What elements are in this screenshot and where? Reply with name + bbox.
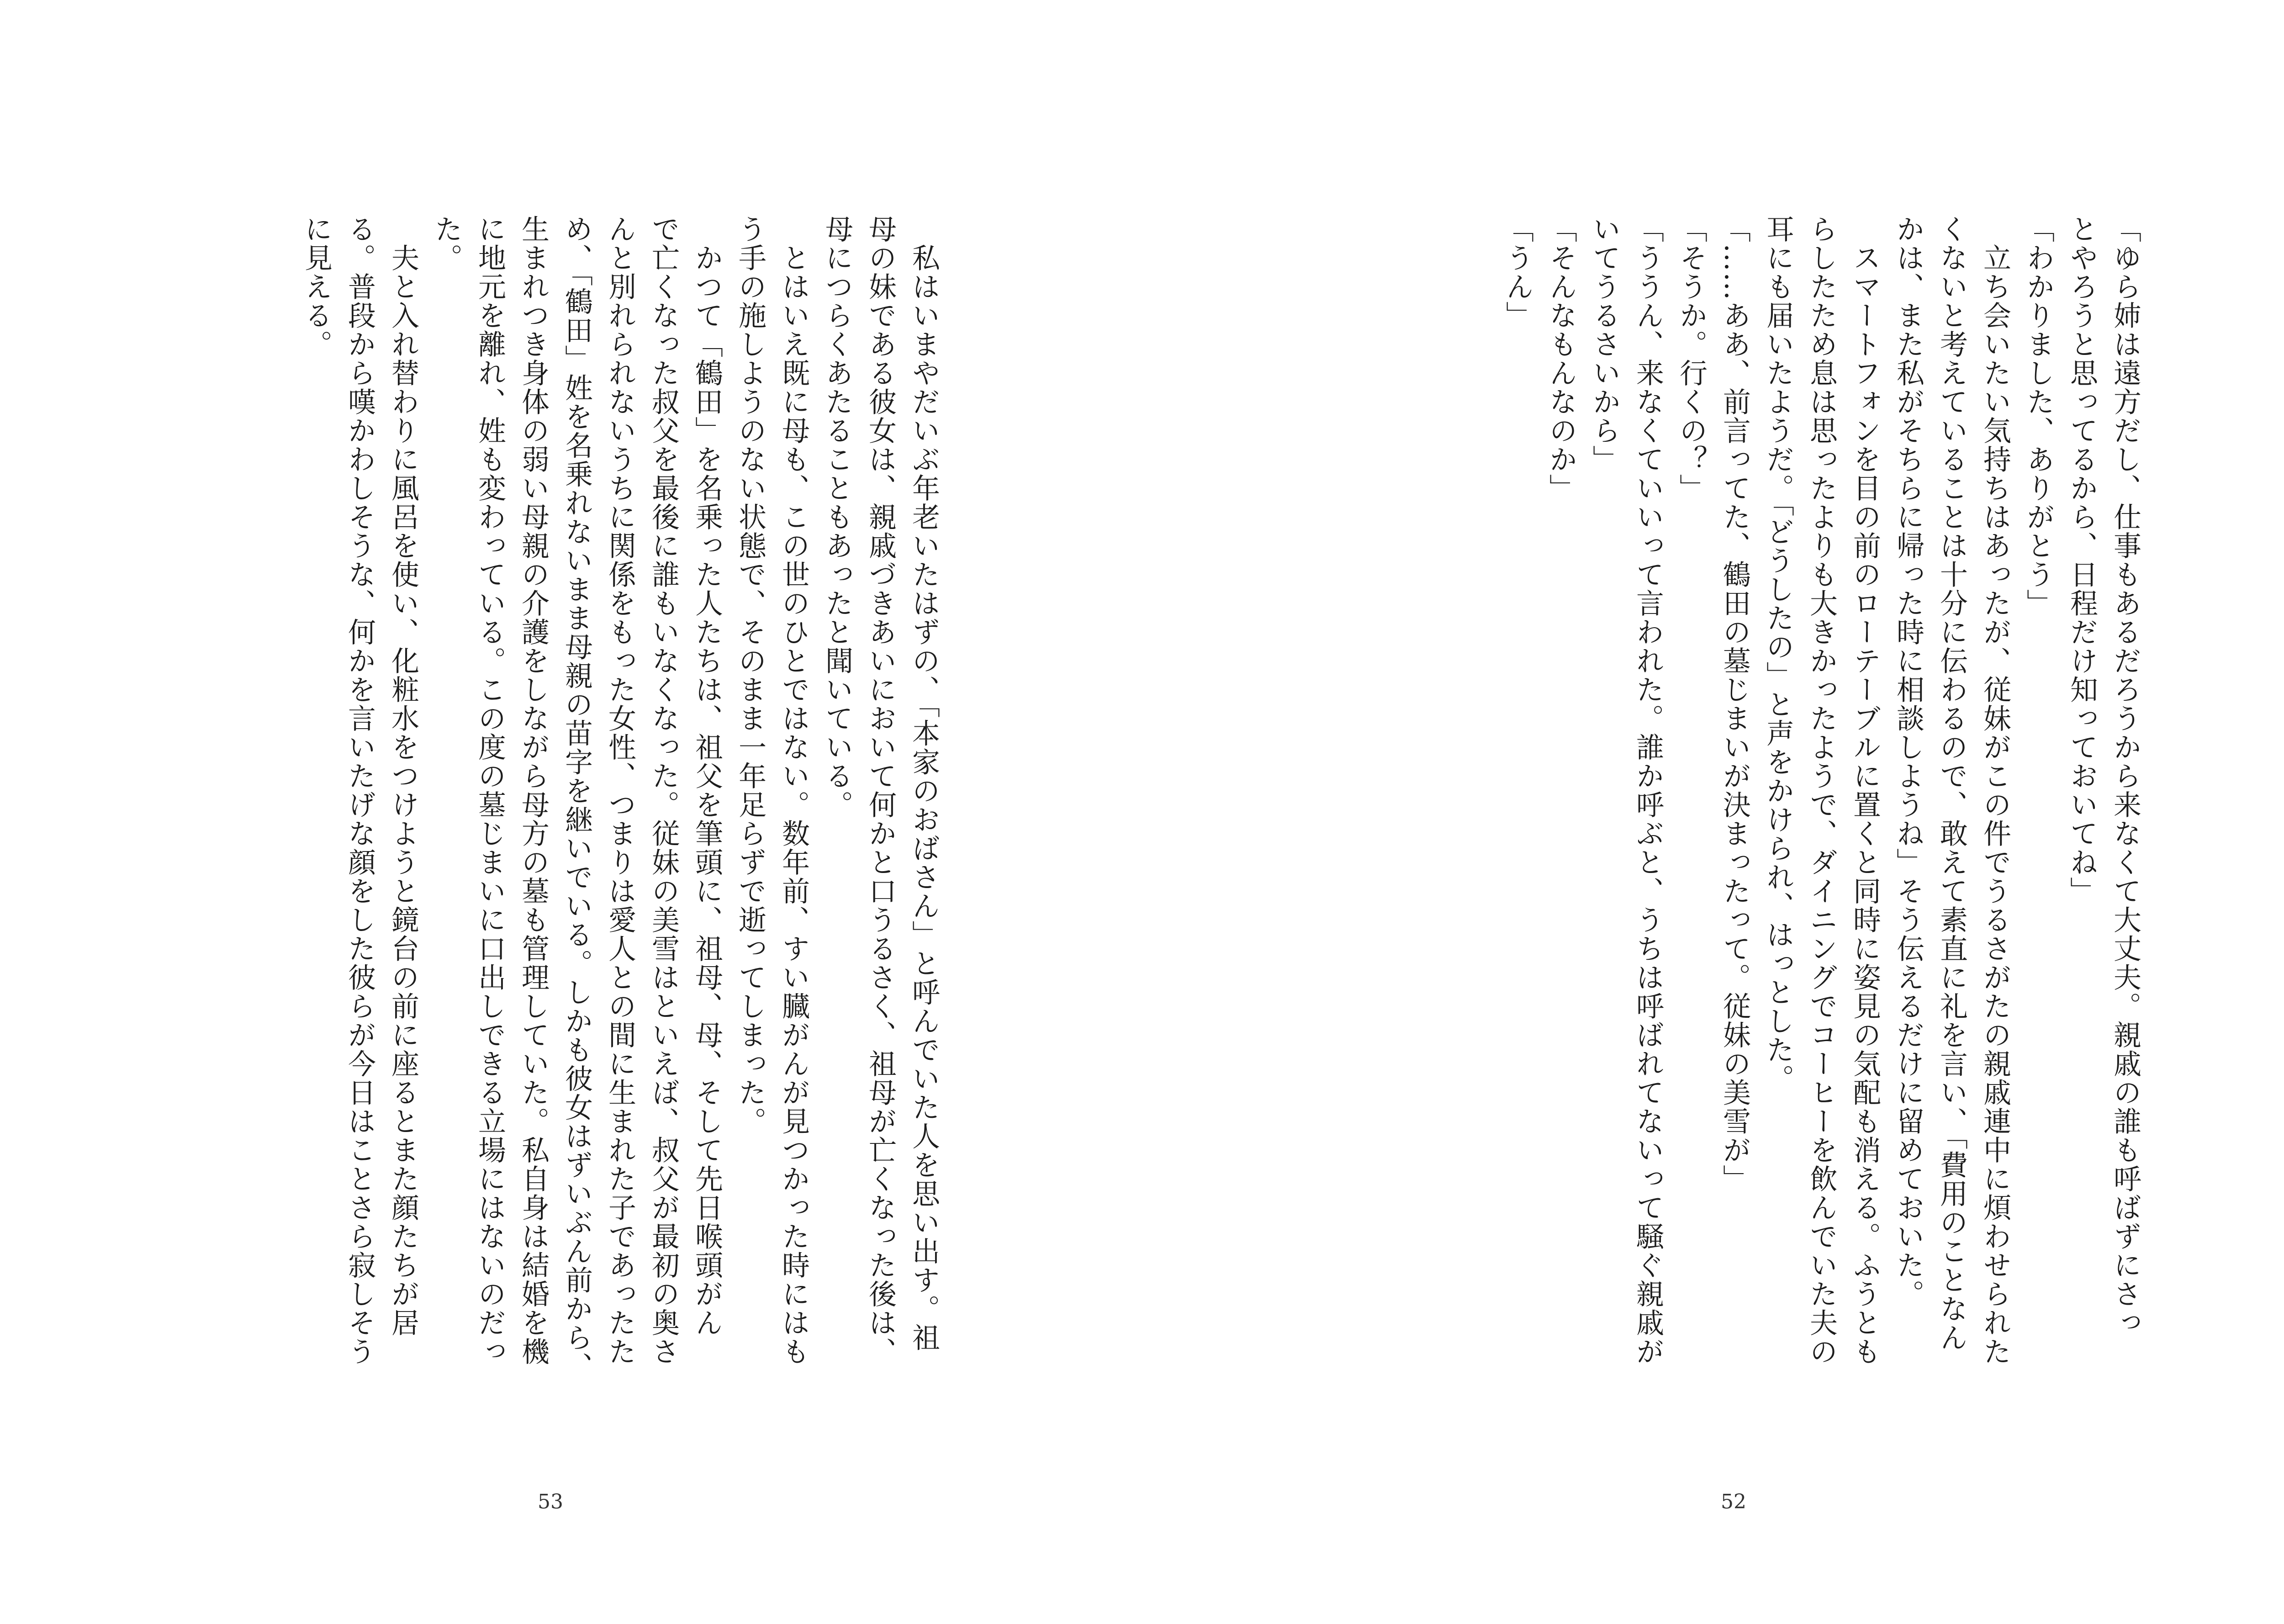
page-number-52: 52 xyxy=(1721,1490,1746,1513)
text-line: とやろうと思ってるから、日程だけ知っておいてね」 xyxy=(2066,215,2098,905)
text-line: 「ううん、来なくていいって言われた。誰か呼ぶと、うちは呼ばれてないって騒ぐ親戚が xyxy=(1632,215,1664,1366)
text-line: に見える。 xyxy=(300,215,333,359)
text-line: う手の施しようのない状態で、そのまま一年足らずで逝ってしまった。 xyxy=(734,215,767,1136)
text-line: に地元を離れ、姓も変わっている。この度の墓じまいに口出しできる立場にはないのだっ xyxy=(474,215,506,1366)
text-line: 生まれつき身体の弱い母親の介護をしながら母方の墓も管理していた。私自身は結婚を機 xyxy=(517,215,550,1366)
text-line: 夫と入れ替わりに風呂を使い、化粧水をつけようと鏡台の前に座るとまた顔たちが居 xyxy=(387,215,419,1337)
text-line: 「うん」 xyxy=(1502,215,1534,330)
text-line: 「……ああ、前言ってた、鶴田の墓じまいが決まったって。従妹の美雪が」 xyxy=(1718,215,1751,1193)
page-52-body xyxy=(1502,215,2147,1393)
text-line: かは、また私がそちらに帰った時に相談しようね」そう伝えるだけに留めておいた。 xyxy=(1892,215,1924,1308)
text-line: た。 xyxy=(430,215,463,272)
text-line: 私はいまやだいぶ年老いたはずの、「本家のおばさん」と呼んでいた人を思い出す。祖 xyxy=(908,215,940,1352)
text-line: 「わかりました、ありがとう」 xyxy=(2022,215,2055,618)
page-number-53: 53 xyxy=(538,1490,563,1513)
text-line: 母につらくあたることもあったと聞いている。 xyxy=(821,215,853,819)
text-line: 「そんなもんなのか」 xyxy=(1545,215,1577,503)
text-line: 「そうか。行くの？」 xyxy=(1675,215,1708,503)
text-line: で亡くなった叔父を最後に誰もいなくなった。従妹の美雪はといえば、叔父が最初の奥さ xyxy=(647,215,680,1366)
text-line: 耳にも届いたようだ。「どうしたの」と声をかけられ、はっとした。 xyxy=(1762,215,1794,1093)
text-line: らしたため息は思ったよりも大きかったようで、ダイニングでコーヒーを飲んでいた夫の xyxy=(1805,215,1838,1366)
text-line: いてうるさいから」 xyxy=(1588,215,1621,474)
text-line: くないと考えていることは十分に伝わるので、敢えて素直に礼を言い、「費用のことなん xyxy=(1935,215,1968,1352)
text-line: んと別れられないうちに関係をもった女性、つまりは愛人との間に生まれた子であったた xyxy=(604,215,636,1366)
text-line: とはいえ既に母も、この世のひとではない。数年前、すい臓がんが見つかった時にはも xyxy=(777,215,810,1366)
text-line: 「ゆら姉は遠方だし、仕事もあるだろうから来なくて大丈夫。親戚の誰も呼ばずにさっ xyxy=(2109,215,2141,1337)
page-53-body xyxy=(164,215,946,1393)
text-line: る。普段から嘆かわしそうな、何かを言いたげな顔をした彼らが今日はことさら寂しそう xyxy=(344,215,376,1366)
text-line: 立ち会いたい気持ちはあったが、従妹がこの件でうるさがたの親戚連中に煩わせられた xyxy=(1979,215,2011,1366)
text-line: め、「鶴田」姓を名乗れないまま母親の苗字を継いでいる。しかも彼女はずいぶん前から、 xyxy=(560,215,593,1381)
text-line: スマートフォンを目の前のローテーブルに置くと同時に姿見の気配も消える。ふうとも xyxy=(1849,215,1881,1366)
text-line: 母の妹である彼女は、親戚づきあいにおいて何かと口うるさく、祖母が亡くなった後は、 xyxy=(864,215,897,1366)
text-line: かつて「鶴田」を名乗った人たちは、祖父を筆頭に、祖母、母、そして先日喉頭がん xyxy=(691,215,723,1337)
